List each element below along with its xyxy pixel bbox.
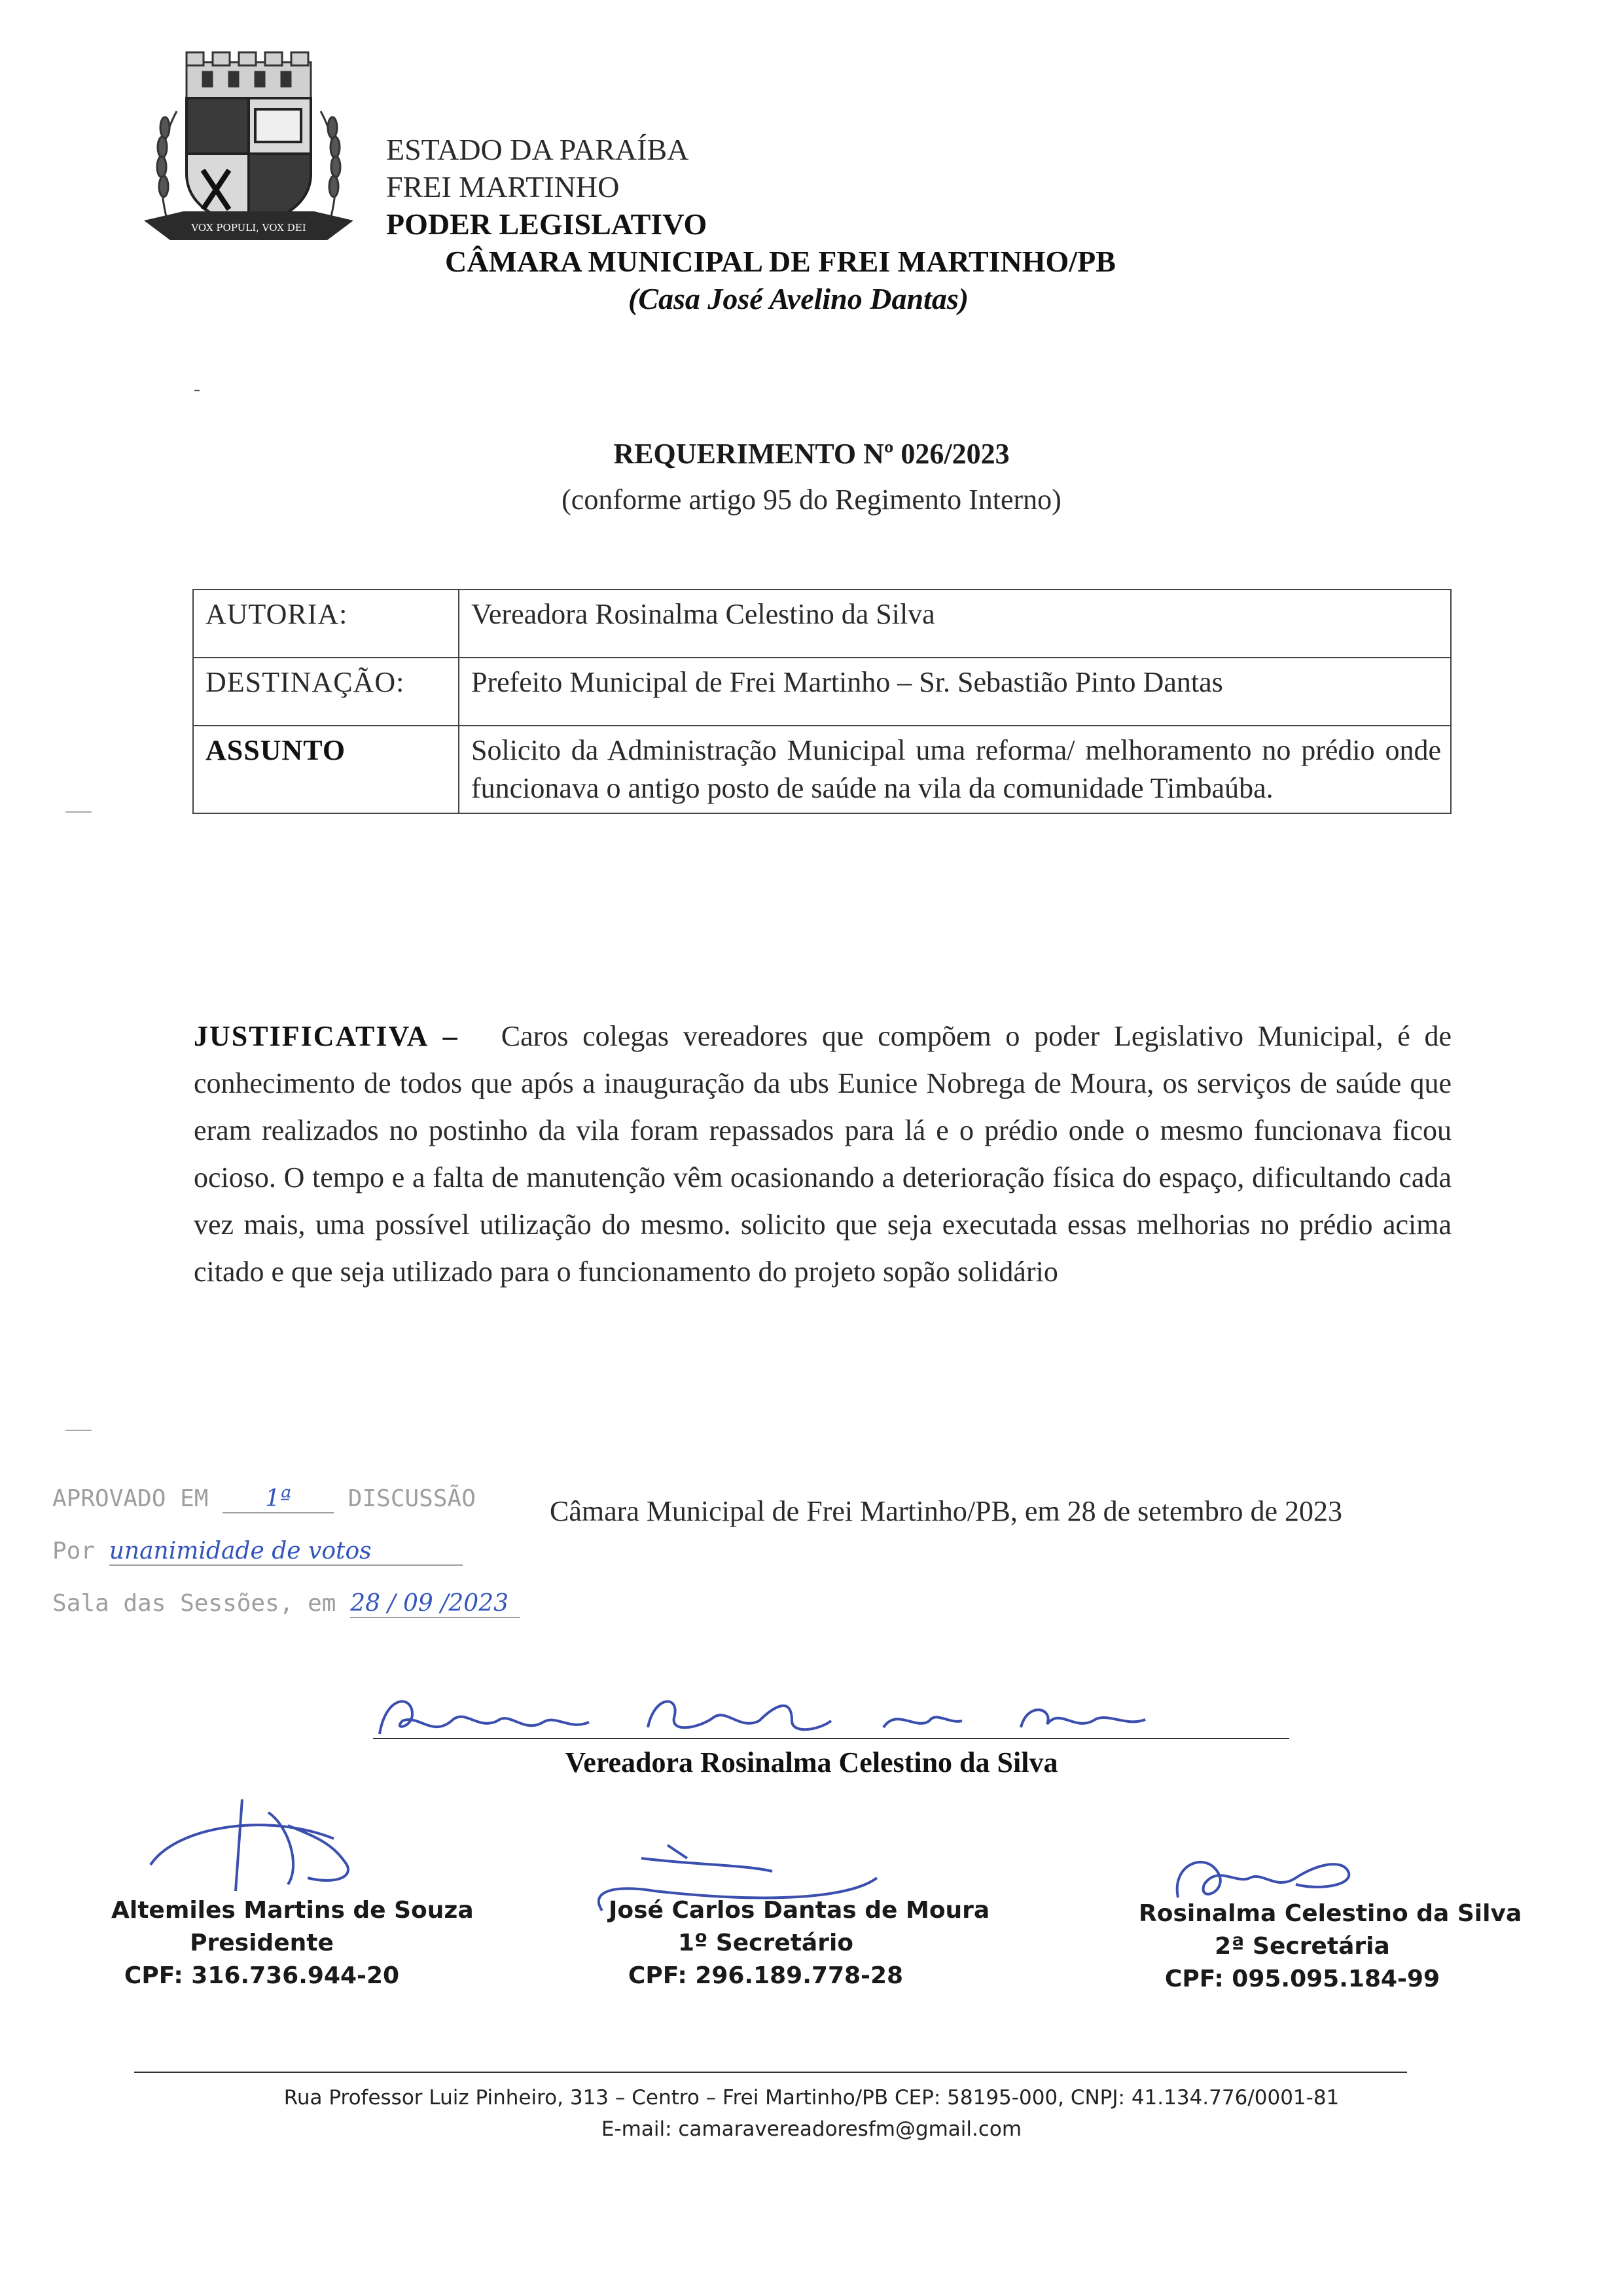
president-role: Presidente	[190, 1930, 334, 1956]
footer-divider	[134, 2072, 1407, 2073]
margin-mark	[65, 1430, 92, 1431]
state-name: ESTADO DA PARAÍBA	[386, 133, 689, 166]
crown-icon	[187, 52, 311, 98]
second-secretary-role: 2ª Secretária	[1215, 1933, 1390, 1960]
margin-mark	[65, 811, 92, 813]
footer	[0, 2082, 1623, 2145]
second-secretary-name: Rosinalma Celestino da Silva	[1139, 1900, 1522, 1927]
letterhead	[386, 131, 1368, 317]
justification-text: Caros colegas vereadores que compõem o poder Legislativo Municipal, é de conhecimento de todos que após a inauguração da ubs Eunice Nobrega de Moura, os serviços de saúde que eram realizados no postinho da vila foram repassados para lá e o prédio onde o mesmo funcionava ficou ocioso. O tempo e a falta de manutenção vêm ocasionando a deterioração física do espaço, dificultando cada vez mais, uma possível utilização do mesmo. solicito que seja executada essas melhorias no prédio acima citado e que seja utilizado para o funcionamento do projeto sopão solidário	[194, 1020, 1452, 1288]
justification-label: JUSTIFICATIVA –	[194, 1020, 459, 1052]
first-secretary-role: 1º Secretário	[677, 1930, 854, 1956]
info-table	[192, 589, 1452, 814]
shield-icon	[187, 98, 311, 227]
authorship-label: AUTORIA:	[193, 590, 459, 658]
stamp-handwritten-date: 28 / 09 /2023	[350, 1590, 520, 1618]
table-row	[193, 590, 1451, 658]
stamp-by-prefix: Por	[52, 1538, 96, 1564]
destination-label: DESTINAÇÃO:	[193, 658, 459, 726]
president-handwritten-signature	[137, 1786, 412, 1904]
stamp-discussion-suffix: DISCUSSÃO	[348, 1485, 476, 1512]
branch-name: PODER LEGISLATIVO	[386, 207, 707, 241]
house-name: (Casa José Avelino Dantas)	[628, 282, 969, 315]
justification-paragraph	[194, 1013, 1452, 1296]
president-cpf: CPF: 316.736.944-20	[124, 1962, 400, 1989]
signature-line	[373, 1738, 1289, 1739]
stamp-session-room-prefix: Sala das Sessões, em	[52, 1590, 336, 1617]
destination-value: Prefeito Municipal de Frei Martinho – Sr. Sebastião Pinto Dantas	[459, 658, 1451, 726]
footer-address: Rua Professor Luiz Pinheiro, 313 – Centro – Frei Martinho/PB CEP: 58195-000, CNPJ: 41.134.776/0001-81	[283, 2086, 1340, 2110]
president-signature-block	[111, 1894, 474, 1992]
coat-of-arms-logo	[131, 49, 366, 245]
stamp-handwritten-session: 1ª	[265, 1485, 292, 1512]
first-secretary-signature-block	[609, 1894, 990, 1992]
second-secretary-cpf: CPF: 095.095.184-99	[1164, 1966, 1440, 1992]
author-handwritten-signature	[373, 1682, 1289, 1747]
city-name: FREI MARTINHO	[386, 170, 620, 203]
first-secretary-name: José Carlos Dantas de Moura	[609, 1897, 990, 1924]
subject-label: ASSUNTO	[193, 726, 459, 813]
stamp-handwritten-votes: unanimidade de votos	[109, 1538, 463, 1566]
table-row	[193, 658, 1451, 726]
svg-text:VOX POPULI, VOX DEI: VOX POPULI, VOX DEI	[191, 222, 306, 234]
second-secretary-signature-block	[1139, 1898, 1522, 1996]
footer-email: E-mail: camaravereadoresfm@gmail.com	[601, 2117, 1022, 2141]
stamp-approved-prefix: APROVADO EM	[52, 1485, 209, 1512]
authorship-value: Vereadora Rosinalma Celestino da Silva	[459, 590, 1451, 658]
author-signature-name: Vereadora Rosinalma Celestino da Silva	[565, 1746, 1058, 1778]
subject-value: Solicito da Administração Municipal uma reforma/ melhoramento no prédio onde funcionava o antigo posto de saúde na vila da comunidade Timbaúba.	[459, 726, 1451, 813]
document-title: REQUERIMENTO Nº 026/2023	[613, 438, 1010, 470]
stray-mark: -	[194, 378, 200, 400]
first-secretary-cpf: CPF: 296.189.778-28	[628, 1962, 904, 1989]
document-subtitle: (conforme artigo 95 do Regimento Interno)	[562, 484, 1061, 516]
motto-ribbon	[144, 211, 353, 240]
president-name: Altemiles Martins de Souza	[111, 1897, 474, 1924]
chamber-name: CÂMARA MUNICIPAL DE FREI MARTINHO/PB	[445, 245, 1116, 278]
place-date-line: Câmara Municipal de Frei Martinho/PB, em 28 de setembro de 2023	[550, 1495, 1342, 1527]
table-row	[193, 726, 1451, 813]
